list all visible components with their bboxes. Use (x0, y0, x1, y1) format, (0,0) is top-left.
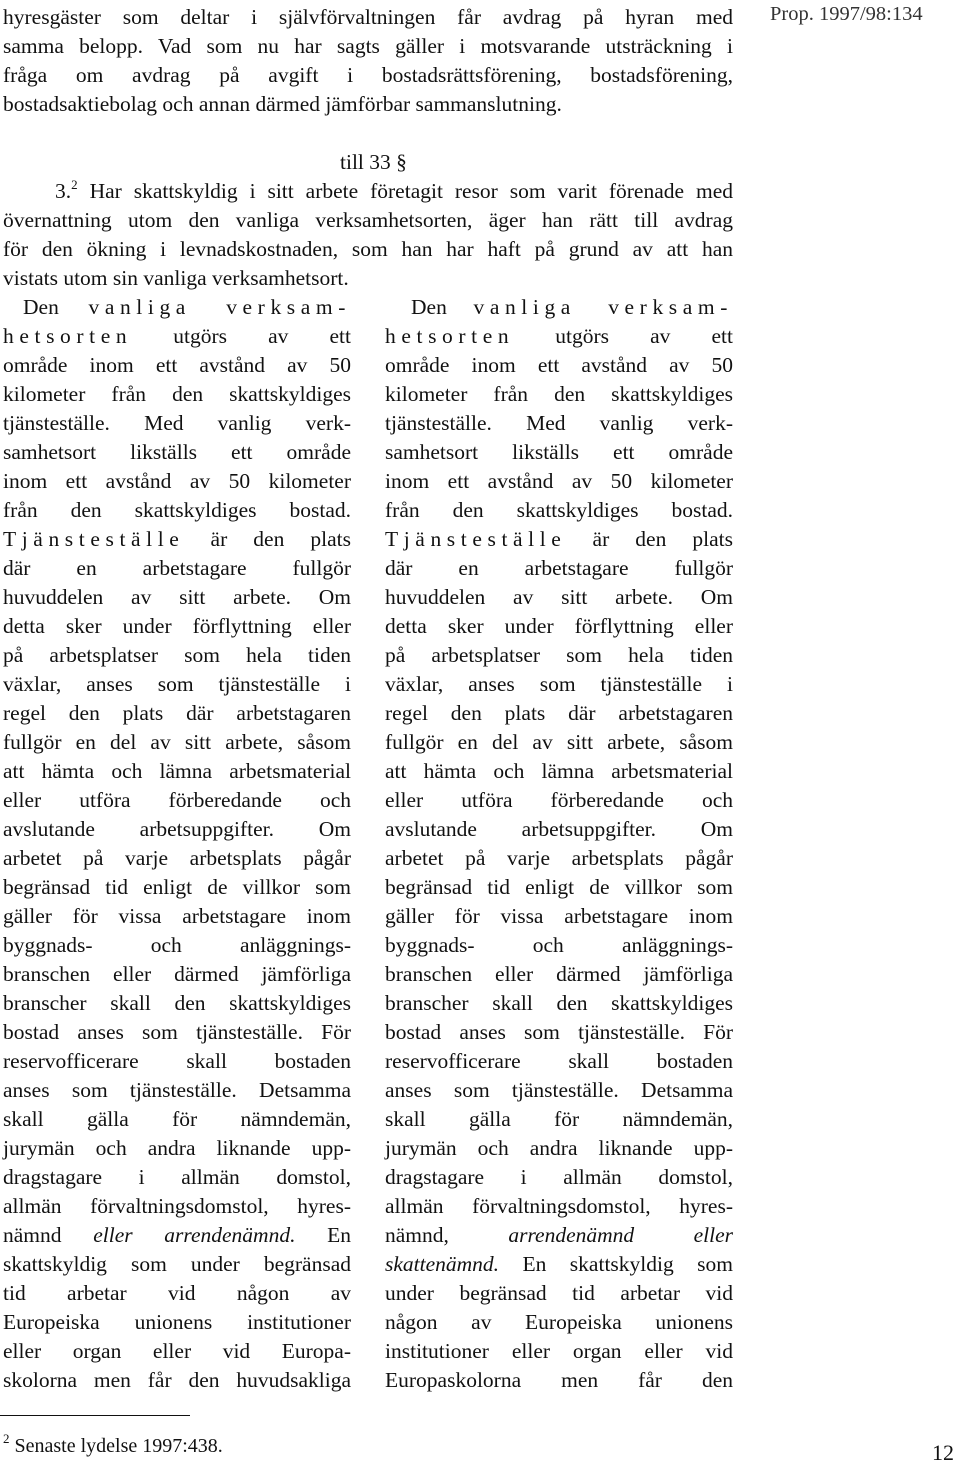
right-lines-c (385, 1279, 733, 1395)
left-text-line: område inom ett avstånd av 50 (3, 353, 351, 377)
left-text-line: arbetet på varje arbetsplats pågår (3, 846, 351, 870)
right-text-line: tjänsteställe. Med vanlig verk- (385, 411, 733, 435)
right-italic1-pre: nämnd, (385, 1223, 449, 1247)
left-text-line: skolorna men får den huvudsakliga (3, 1368, 351, 1392)
right-text-line: Europaskolorna men får den (385, 1368, 733, 1392)
paragraph-3-line: vistats utom sin vanliga verksamhetsort. (3, 266, 349, 290)
left-text-line: branschen eller därmed jämförliga (3, 962, 351, 986)
right-term-vanliga-verksamhetsorten-b: hetsorten (385, 324, 515, 348)
right-italic-line-1 (385, 1221, 733, 1250)
left-text-line: att hämta och lämna arbetsmaterial (3, 759, 351, 783)
right-line2-post: utgörs av ett (555, 324, 733, 348)
paragraph-3-line: övernattning utom den vanliga verksamhetsorten, äger han rätt till avdrag (3, 208, 733, 232)
right-italic1-text: arrendenämnd eller (508, 1223, 734, 1247)
left-text-line: detta sker under förflyttning eller (3, 614, 351, 638)
paragraph-3-body (3, 206, 733, 293)
right-line1-pre: Den (411, 295, 447, 319)
right-text-line: från den skattskyldiges bostad. (385, 498, 733, 522)
right-text-line: att hämta och lämna arbetsmaterial (385, 759, 733, 783)
left-line2-post: utgörs av ett (173, 324, 351, 348)
right-text-line: område inom ett avstånd av 50 (385, 353, 733, 377)
left-text-line: eller utföra förberedande och (3, 788, 351, 812)
left-text-line: från den skattskyldiges bostad. (3, 498, 351, 522)
right-text-line: jurymän och andra liknande upp- (385, 1136, 733, 1160)
left-line-2 (3, 322, 351, 351)
left-text-line: fullgör en del av sitt arbete, såsom (3, 730, 351, 754)
right-text-line: samhetsort likställs ett område (385, 440, 733, 464)
left-text-line: tid arbetar vid någon av (3, 1281, 351, 1305)
right-text-line: under begränsad tid arbetar vid (385, 1281, 733, 1305)
intro-line: fråga om avdrag på avgift i bostadsrättsförening, bostadsförening, (3, 63, 733, 87)
intro-paragraph (3, 3, 733, 119)
left-text-line: avslutande arbetsuppgifter. Om (3, 817, 351, 841)
left-lines-c (3, 1250, 351, 1395)
left-text-line: jurymän och andra liknande upp- (3, 1136, 351, 1160)
footnote-mark: 2 (3, 1431, 10, 1446)
left-spaced-line (3, 525, 351, 554)
right-lines-b (385, 554, 733, 1221)
left-italic-post: En (327, 1223, 352, 1247)
left-text-line: anses som tjänsteställe. Detsamma (3, 1078, 351, 1102)
left-text-line: eller organ eller vid Europa- (3, 1339, 351, 1363)
left-text-line: på arbetsplatser som hela tiden (3, 643, 351, 667)
section-heading: till 33 § (340, 150, 407, 174)
right-spaced-line (385, 525, 733, 554)
left-text-line: bostad anses som tjänsteställe. För (3, 1020, 351, 1044)
paragraph-3-first-line-text: Har skattskyldig i sitt arbete företagit resor som varit förenade med (89, 179, 734, 203)
left-column (3, 293, 351, 1395)
right-italic2-text: skattenämnd. (385, 1252, 500, 1276)
left-text-line: byggnads- och anläggnings- (3, 933, 351, 957)
right-text-line: dragstagare i allmän domstol, (385, 1165, 733, 1189)
left-spaced-post: är den plats (210, 527, 351, 551)
right-text-line: avslutande arbetsuppgifter. Om (385, 817, 733, 841)
right-text-line: branschen eller därmed jämförliga (385, 962, 733, 986)
left-italic-text: eller arrendenämnd. (93, 1223, 296, 1247)
right-text-line: växlar, anses som tjänsteställe i (385, 672, 733, 696)
right-line-1 (385, 293, 733, 322)
footnote-reference: 2 (71, 177, 78, 192)
paragraph-3-line: för den ökning i levnadskostnaden, som han har haft på grund av att han (3, 237, 733, 261)
footnote-divider (0, 1415, 190, 1416)
left-line1-pre: Den (23, 295, 59, 319)
intro-line: hyresgäster som deltar i självförvaltningen får avdrag på hyran med (3, 5, 733, 29)
left-lines-b (3, 554, 351, 1221)
left-text-line: inom ett avstånd av 50 kilometer (3, 469, 351, 493)
right-text-line: någon av Europeiska unionens (385, 1310, 733, 1334)
left-term-tjanstestalle: Tjänsteställe (3, 527, 185, 551)
right-text-line: skall gälla för nämndemän, (385, 1107, 733, 1131)
left-text-line: där en arbetstagare fullgör (3, 556, 351, 580)
left-lines-a (3, 351, 351, 525)
right-text-line: institutioner eller organ eller vid (385, 1339, 733, 1363)
right-text-line: branscher skall den skattskyldiges (385, 991, 733, 1015)
left-text-line: skall gälla för nämndemän, (3, 1107, 351, 1131)
right-text-line: på arbetsplatser som hela tiden (385, 643, 733, 667)
right-italic-line-2 (385, 1250, 733, 1279)
right-text-line: bostad anses som tjänsteställe. För (385, 1020, 733, 1044)
right-text-line: allmän förvaltningsdomstol, hyres- (385, 1194, 733, 1218)
right-text-line: begränsad tid enligt de villkor som (385, 875, 733, 899)
right-column (385, 293, 733, 1395)
right-text-line: fullgör en del av sitt arbete, såsom (385, 730, 733, 754)
left-line-1 (3, 293, 351, 322)
right-text-line: byggnads- och anläggnings- (385, 933, 733, 957)
left-text-line: reservofficerare skall bostaden (3, 1049, 351, 1073)
right-text-line: anses som tjänsteställe. Detsamma (385, 1078, 733, 1102)
left-text-line: huvuddelen av sitt arbete. Om (3, 585, 351, 609)
left-text-line: tjänsteställe. Med vanlig verk- (3, 411, 351, 435)
right-term-tjanstestalle: Tjänsteställe (385, 527, 567, 551)
proposition-reference: Prop. 1997/98:134 (770, 3, 923, 25)
paragraph-3-first-line (3, 177, 733, 206)
left-text-line: växlar, anses som tjänsteställe i (3, 672, 351, 696)
right-text-line: kilometer från den skattskyldiges (385, 382, 733, 406)
right-line-2 (385, 322, 733, 351)
intro-line: bostadsaktiebolag och annan därmed jämförbar sammanslutning. (3, 92, 562, 116)
right-lines-a (385, 351, 733, 525)
right-text-line: reservofficerare skall bostaden (385, 1049, 733, 1073)
right-text-line: gäller för vissa arbetstagare inom (385, 904, 733, 928)
intro-line: samma belopp. Vad som nu har sagts gäller i motsvarande utsträckning i (3, 34, 733, 58)
right-text-line: eller utföra förberedande och (385, 788, 733, 812)
footnote-text: Senaste lydelse 1997:438. (14, 1435, 223, 1457)
left-term-vanliga-verksamhetsorten-b: hetsorten (3, 324, 133, 348)
left-text-line: samhetsort likställs ett område (3, 440, 351, 464)
right-text-line: huvuddelen av sitt arbete. Om (385, 585, 733, 609)
left-term-vanliga-verksamhetsorten-a: vanliga verksam- (88, 295, 351, 319)
right-text-line: detta sker under förflyttning eller (385, 614, 733, 638)
right-spaced-post: är den plats (592, 527, 733, 551)
left-italic-line (3, 1221, 351, 1250)
right-italic2-post: En skattskyldig som (522, 1252, 733, 1276)
right-text-line: regel den plats där arbetstagaren (385, 701, 733, 725)
left-text-line: gäller för vissa arbetstagare inom (3, 904, 351, 928)
right-text-line: där en arbetstagare fullgör (385, 556, 733, 580)
left-italic-pre: nämnd (3, 1223, 62, 1247)
left-text-line: kilometer från den skattskyldiges (3, 382, 351, 406)
left-text-line: branscher skall den skattskyldiges (3, 991, 351, 1015)
left-text-line: begränsad tid enligt de villkor som (3, 875, 351, 899)
right-term-vanliga-verksamhetsorten-a: vanliga verksam- (473, 295, 733, 319)
right-text-line: arbetet på varje arbetsplats pågår (385, 846, 733, 870)
left-text-line: skattskyldig som under begränsad (3, 1252, 351, 1276)
right-text-line: inom ett avstånd av 50 kilometer (385, 469, 733, 493)
page-number: 12 (932, 1440, 954, 1465)
footnote (3, 1432, 223, 1461)
left-text-line: Europeiska unionens institutioner (3, 1310, 351, 1334)
left-text-line: allmän förvaltningsdomstol, hyres- (3, 1194, 351, 1218)
left-text-line: regel den plats där arbetstagaren (3, 701, 351, 725)
left-text-line: dragstagare i allmän domstol, (3, 1165, 351, 1189)
paragraph-number: 3. (55, 179, 72, 203)
